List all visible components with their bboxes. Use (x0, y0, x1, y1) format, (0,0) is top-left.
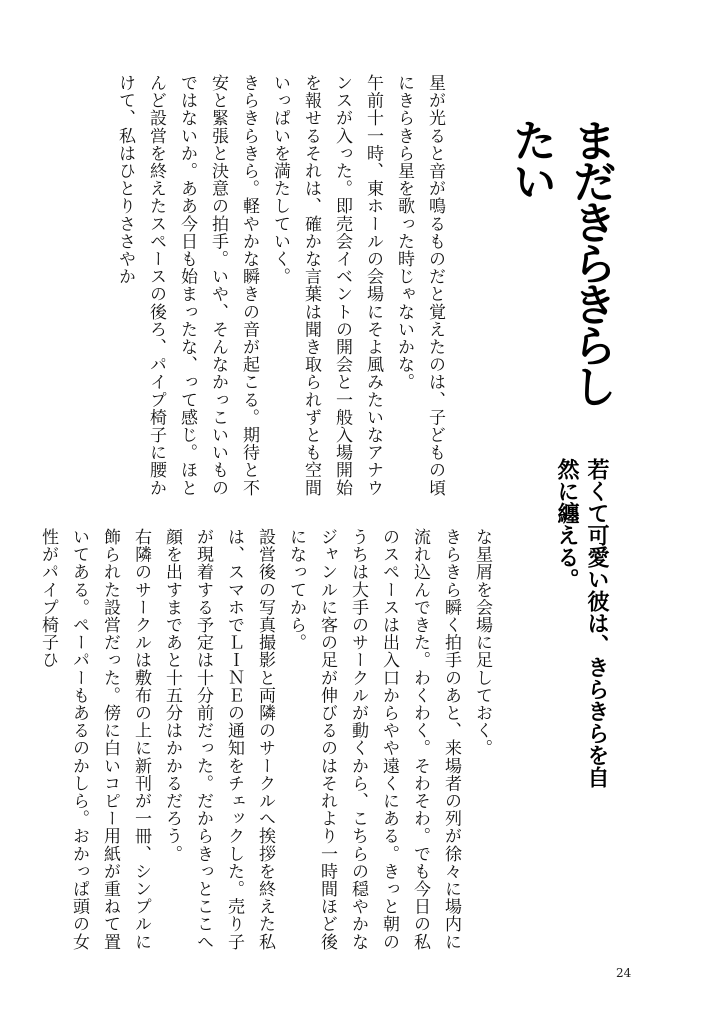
paragraph: きらきら瞬く拍手のあと、来場者の列が徐々に場内に流れ込んできた。わくわく。そわそわ。でも今日の私のスペースは出入口からやや遠くにある。きっと朝のうちは大手のサークルが動くから、こちらの穏やかなジャンルに客の足が伸びるのはそれより一時間ほど後になってから。 (286, 528, 461, 951)
paragraph: な星屑を会場に足しておく。 (472, 528, 492, 757)
page-number: 24 (616, 966, 632, 980)
paragraph: 設営後の写真撮影と両隣のサークルへ挨拶を終えた私は、スマホでＬＩＮＥの通知をチェックした。売り子が現着する予定は十分前だった。だからきっとここへ顔を出すまであと十五分はかかるだろう。 (162, 528, 275, 951)
body-text-upper (108, 74, 450, 504)
paragraph: きらきらきら。軽やかな瞬きの音が起こる。期待と不安と緊張と決意の拍手。いや、そんなかっこいいものではないか。ああ今日も始まったな、って感じ。ほとんど設営を終えたスペースの後ろ、パイプ椅子に腰かけて、私はひとりささやか (115, 74, 259, 497)
story-subtitle: 若くて可愛い彼は、きらきらを自然に纏える。 (554, 458, 609, 788)
story-title: まだきらきらしたい (505, 118, 616, 405)
body-text-lower (38, 528, 497, 958)
paragraph: 午前十一時、東ホールの会場にそよ風みたいなアナウンスが入った。即売会イベントの開会と一般入場開始を報せるそれは、確かな言葉は聞き取られずとも空間いっぱいを満たしていく。 (270, 74, 383, 497)
paragraph: 星が光ると音が鳴るものだと覚えたのは、子どもの頃にきらきら星を歌った時じゃないかな。 (394, 74, 445, 497)
paragraph: 右隣のサークルは敷布の上に新刊が一冊、シンプルに飾られた設営だった。傍に白いコピー用紙が重ねて置いてある。ペーパーもあるのかしら。おかっぱ頭の女性がパイプ椅子ひ (38, 528, 151, 951)
